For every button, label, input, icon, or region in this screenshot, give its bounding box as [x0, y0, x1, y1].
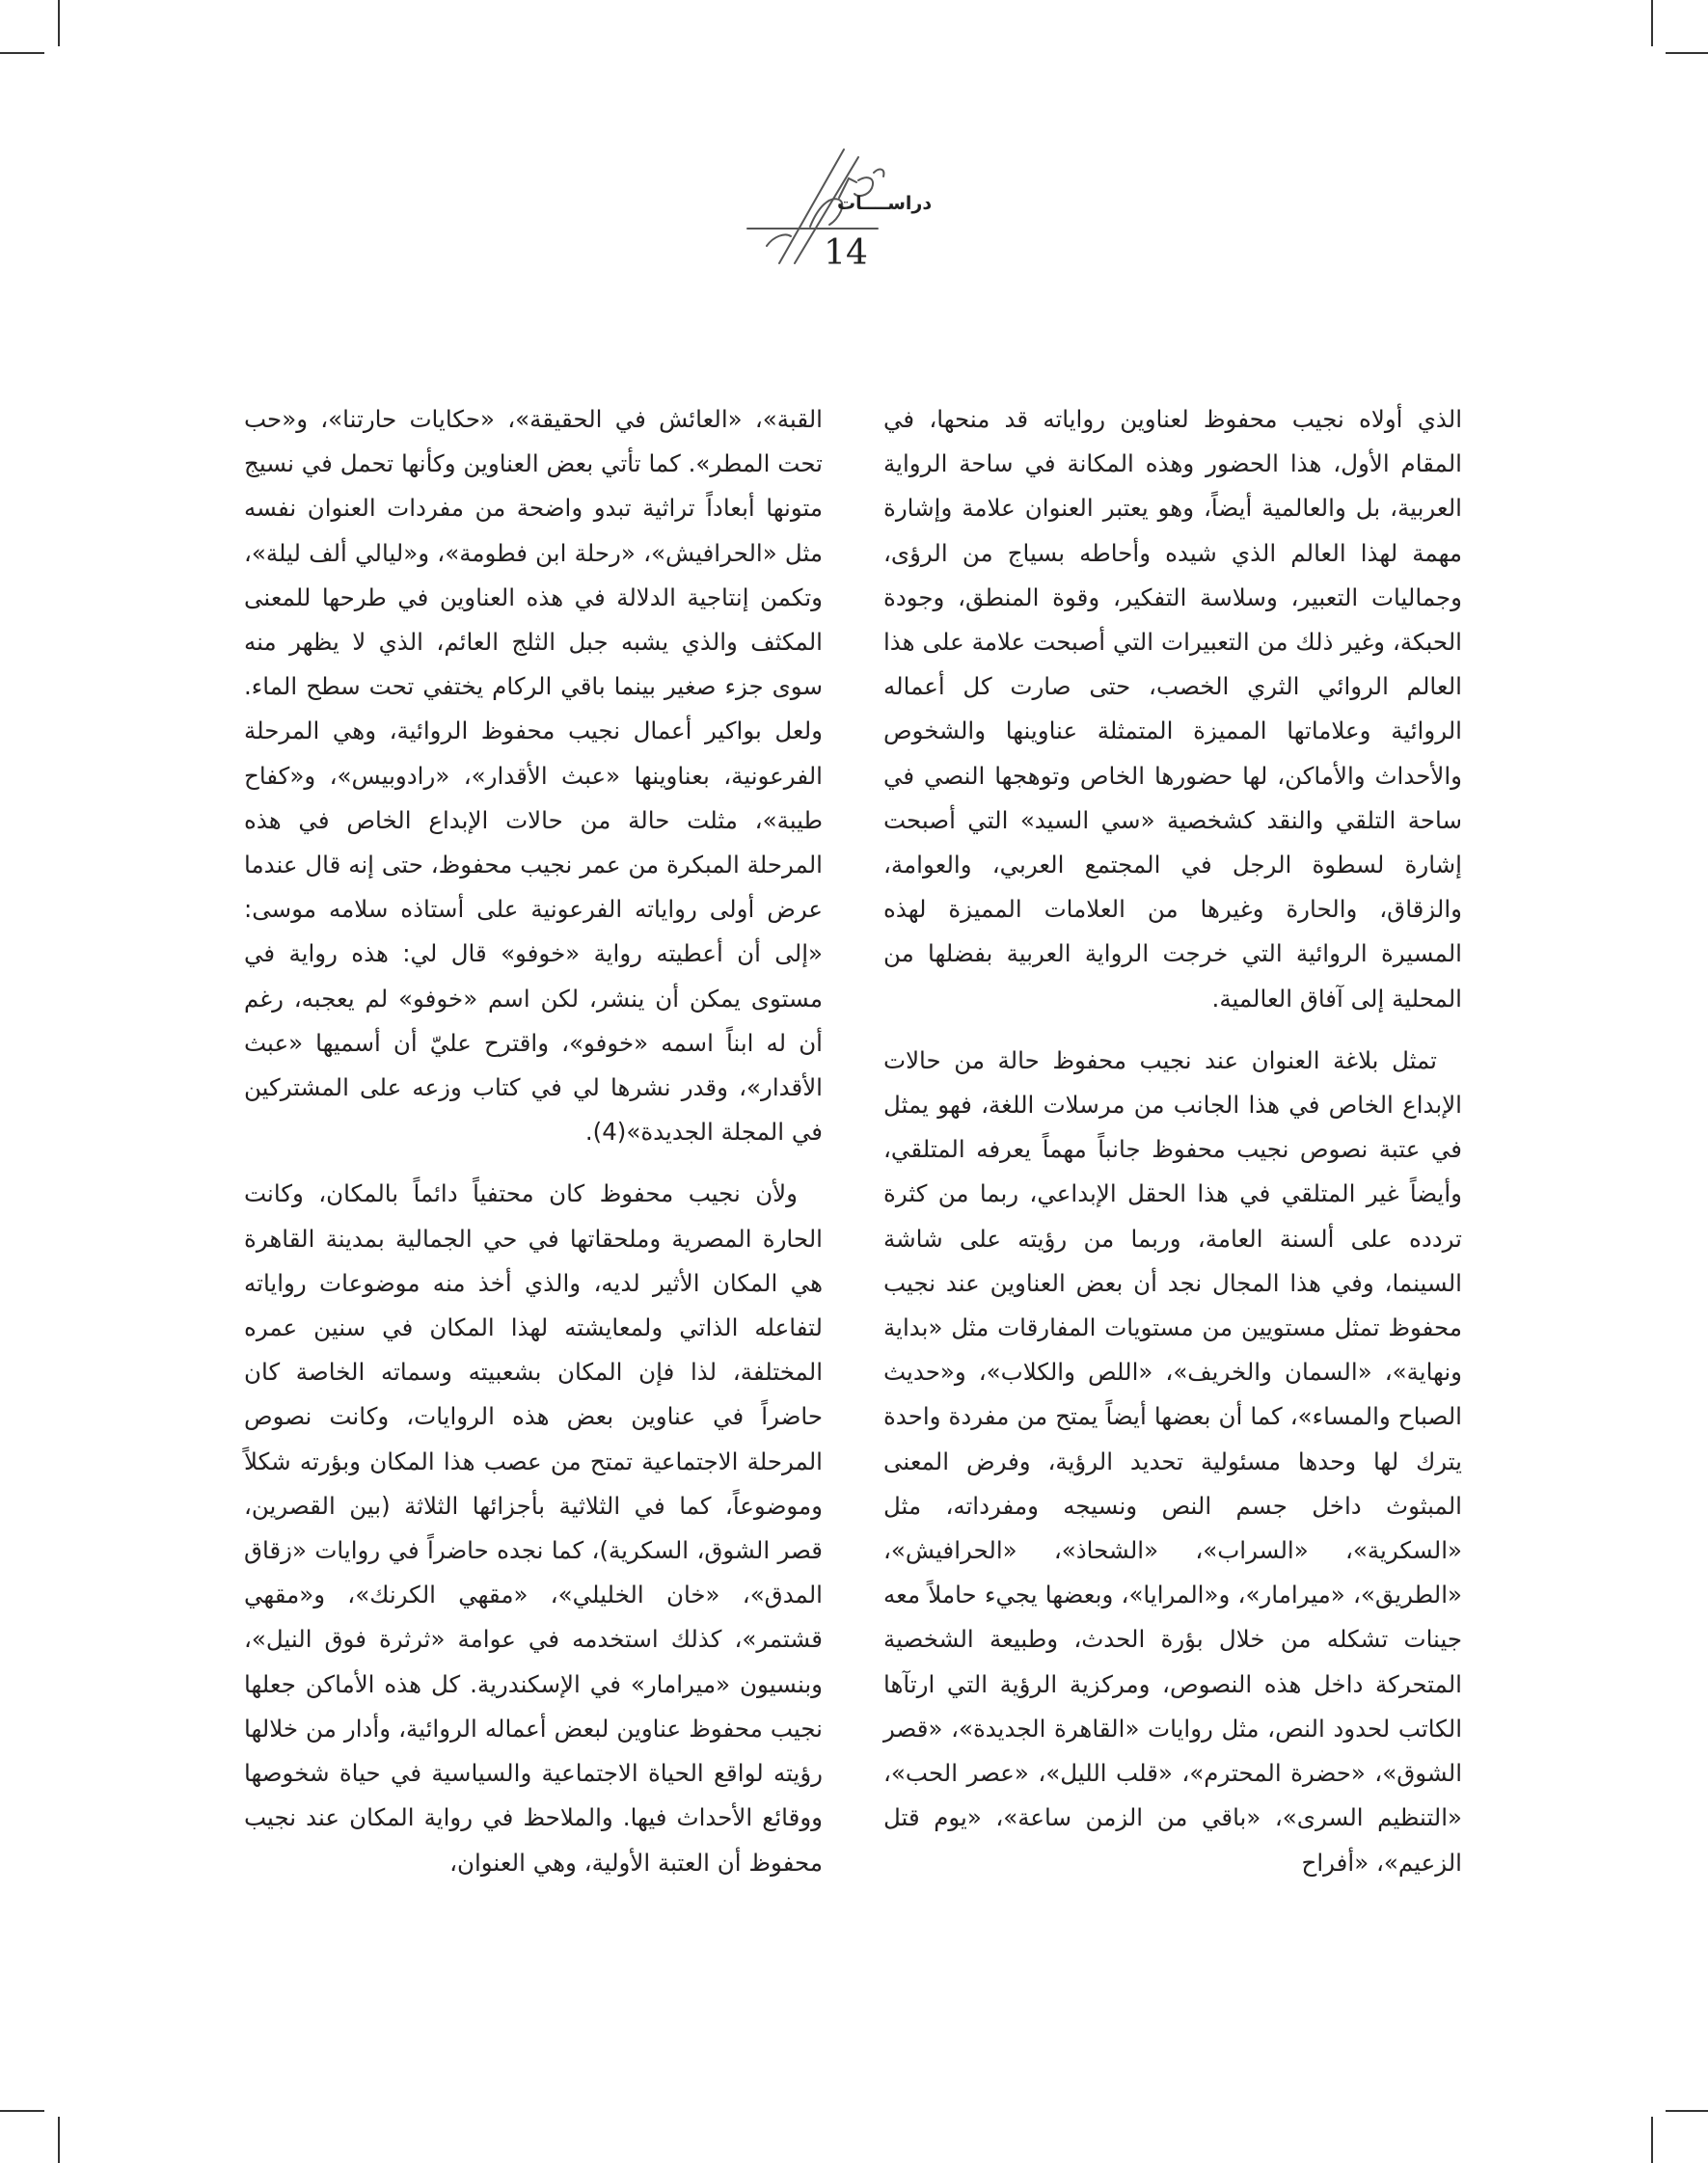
page-number: 14 — [824, 233, 868, 273]
paragraph: الذي أولاه نجيب محفوظ لعناوين رواياته قد منحها، في المقام الأول، هذا الحضور وهذه المكانة في ساحة الرواية العربية، بل والعالمية أيضاً، وهو يعتبر العنوان علامة وإشارة مهمة لهذا العالم الذي شيده وأحاطه بسياج من الرؤى، وجماليات التعبير، وسلاسة التفكير، وقوة المنطق، وجودة الحبكة، وغير ذلك من التعبيرات التي أصبحت علامة على هذا العالم الروائي الثري الخصب، حتى صارت كل أعماله الروائية وعلاماتها المميزة المتمثلة عناوينها والشخوص والأحداث والأماكن، لها حضورها الخاص وتوهجها النصي في ساحة التلقي والنقد كشخصية «سي السيد» التي أصبحت إشارة لسطوة الرجل في المجتمع العربي، والعوامة، والزقاق، والحارة وغيرها من العلامات المميزة لهذه المسيرة الروائية التي خرجت الرواية العربية بفضلها من المحلية إلى آفاق العالمية. — [883, 405, 1462, 1013]
crop-mark-bottom-left-vertical — [58, 2117, 60, 2163]
section-label: دراســــات — [837, 193, 933, 214]
article-column-right — [883, 397, 1462, 1885]
crop-mark-top-left-horizontal — [0, 52, 44, 54]
crop-mark-top-right-vertical — [1651, 0, 1653, 46]
crop-mark-bottom-right-horizontal — [1666, 2110, 1708, 2112]
crop-mark-bottom-right-vertical — [1651, 2117, 1653, 2163]
crop-mark-top-right-horizontal — [1666, 52, 1708, 54]
paragraph: القبة»، «العائش في الحقيقة»، «حكايات حارتنا»، و«حب تحت المطر». كما تأتي بعض العناوين وكأنها تحمل في نسيج متونها أبعاداً تراثية تبدو واضحة من مفردات العنوان نفسه مثل «الحرافيش»، «رحلة ابن فطومة»، و«ليالي ألف ليلة»، وتكمن إنتاجية الدلالة في هذه العناوين في طرحها للمعنى المكثف والذي يشبه جبل الثلج العائم، الذي لا يظهر منه سوى جزء صغير بينما باقي الركام يختفي تحت سطح الماء. ولعل بواكير أعمال نجيب محفوظ الروائية، وهي المرحلة الفرعونية، بعناوينها «عبث الأقدار»، «رادوبيس»، و«كفاح طيبة»، مثلت حالة من حالات الإبداع الخاص في هذه المرحلة المبكرة من عمر نجيب محفوظ، حتى إنه قال عندما عرض أولى رواياته الفرعونية على أستاذه سلامه موسى: «إلى أن أعطيته رواية «خوفو» قال لي: هذه رواية في مستوى يمكن أن ينشر، لكن اسم «خوفو» لم يعجبه، رغم أن له ابناً اسمه «خوفو»، واقترح عليّ أن أسميها «عبث الأقدار»، وقدر نشرها لي في كتاب وزعه على المشتركين في المجلة الجديدة»(4). — [244, 405, 823, 1147]
crop-mark-bottom-left-horizontal — [0, 2110, 44, 2112]
paragraph: ولأن نجيب محفوظ كان محتفياً دائماً بالمكان، وكانت الحارة المصرية وملحقاتها في حي الجمالية بمدينة القاهرة هي المكان الأثير لديه، والذي أخذ منه موضوعات رواياته لتفاعله الذاتي ولمعايشته لهذا المكان في سنين عمره المختلفة، لذا فإن المكان بشعبيته وسماته الخاصة كان حاضراً في عناوين بعض هذه الروايات، وكانت نصوص المرحلة الاجتماعية تمتح من عصب هذا المكان وبؤرته شكلاً وموضوعاً، كما في الثلاثية بأجزائها الثلاثة (بين القصرين، قصر الشوق، السكرية)، كما نجده حاضراً في روايات «زقاق المدق»، «خان الخليلي»، «مقهي الكرنك»، و«مقهي قشتمر»، كذلك استخدمه في عوامة «ثرثرة فوق النيل»، وبنسيون «ميرامار» في الإسكندرية. كل هذه الأماكن جعلها نجيب محفوظ عناوين لبعض أعماله الروائية، وأدار من خلالها رؤيته لواقع الحياة الاجتماعية والسياسية في حياة شخوصها ووقائع الأحداث فيها. والملاحظ في رواية المكان عند نجيب محفوظ أن العتبة الأولية، وهي العنوان، — [244, 1179, 823, 1877]
article-column-left — [244, 397, 823, 1885]
paragraph: تمثل بلاغة العنوان عند نجيب محفوظ حالة من حالات الإبداع الخاص في هذا الجانب من مرسلات اللغة، فهو يمثل في عتبة نصوص نجيب محفوظ جانباً مهماً يعرفه المتلقي، وأيضاً غير المتلقي في هذا الحقل الإبداعي، ربما من كثرة تردده على ألسنة العامة، وربما من رؤيته على شاشة السينما، وفي هذا المجال نجد أن بعض العناوين عند نجيب محفوظ تمثل مستويين من مستويات المفارقات مثل «بداية ونهاية»، «السمان والخريف»، «اللص والكلاب»، و«حديث الصباح والمساء»، كما أن بعضها أيضاً يمتح من مفردة واحدة يترك لها وحدها مسئولية تحديد الرؤية، وفرض المعنى المبثوث داخل جسم النص ونسيجه ومفرداته، مثل «السكرية»، «السراب»، «الشحاذ»، «الحرافيش»، «الطريق»، «ميرامار»، و«المرايا»، وبعضها يجيء حاملاً معه جينات تشكله من خلال بؤرة الحدث، وطبيعة الشخصية المتحركة داخل هذه النصوص، ومركزية الرؤية التي ارتآها الكاتب لحدود النص، مثل روايات «القاهرة الجديدة»، «قصر الشوق»، «حضرة المحترم»، «قلب الليل»، «عصر الحب»، «التنظيم السرى»، «باقي من الزمن ساعة»، «يوم قتل الزعيم»، «أفراح — [883, 1045, 1462, 1877]
crop-mark-top-left-vertical — [58, 0, 60, 46]
